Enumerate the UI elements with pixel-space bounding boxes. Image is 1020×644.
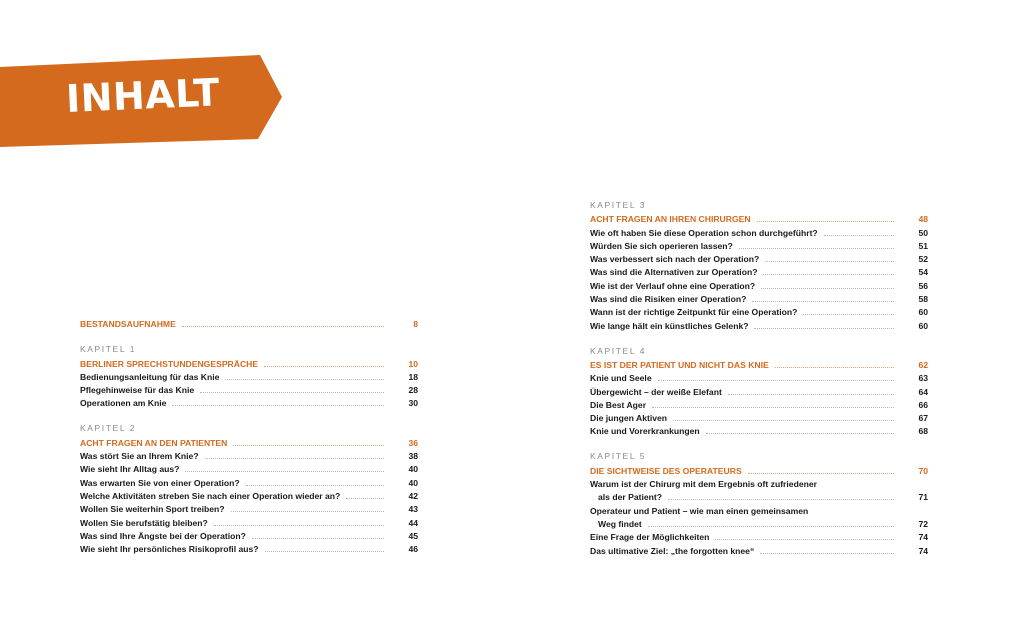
toc-entry[interactable]	[80, 489, 418, 502]
toc-entry-title: Was stört Sie an Ihrem Knie?	[80, 451, 199, 462]
chapter-label: KAPITEL 1	[80, 344, 137, 355]
chapter-label: KAPITEL 4	[590, 345, 647, 356]
toc-page-number: 36	[408, 437, 418, 448]
toc-entry[interactable]	[80, 370, 418, 383]
toc-entry-title: Übergewicht – der weiße Elefant	[590, 386, 722, 397]
dot-leader	[231, 511, 384, 512]
toc-page-number: 71	[918, 492, 928, 503]
toc-page-number: 45	[408, 530, 418, 541]
toc-entry-title: Pflegehinweise für das Knie	[80, 385, 195, 396]
toc-page-number: 18	[408, 371, 418, 382]
toc-entry[interactable]	[80, 515, 418, 528]
dot-leader	[775, 367, 894, 368]
toc-page-number: 68	[918, 426, 928, 437]
dot-leader	[668, 499, 894, 500]
dot-leader	[754, 328, 894, 329]
toc-page-number: 64	[918, 386, 928, 397]
toc-page-number: 74	[918, 545, 928, 556]
dot-leader	[225, 379, 384, 380]
toc-entry-title: Die Best Ager	[590, 399, 647, 410]
dot-leader	[246, 485, 384, 486]
toc-entry-title: Wie ist der Verlauf ohne eine Operation?	[590, 280, 756, 291]
toc-page-number: 60	[918, 307, 928, 318]
toc-page-number: 74	[918, 532, 928, 543]
dot-leader	[182, 326, 384, 327]
toc-entry[interactable]	[80, 449, 418, 462]
chapter-label: KAPITEL 3	[590, 200, 647, 210]
toc-chapter-row[interactable]	[590, 212, 928, 225]
toc-page-number: 60	[918, 320, 928, 331]
dot-leader	[673, 420, 894, 421]
toc-page-number: 72	[918, 518, 928, 529]
toc-entry-title: Was sind die Alternativen zur Operation?	[590, 267, 758, 278]
toc-page-number: 8	[413, 319, 418, 330]
dot-leader	[739, 248, 894, 249]
toc-chapter-title: DIE SICHTWEISE DES OPERATEURS	[590, 465, 742, 476]
toc-entry[interactable]	[590, 371, 928, 384]
dot-leader	[185, 471, 384, 472]
dot-leader	[752, 301, 894, 302]
toc-entry-title: Warum ist der Chirurg mit dem Ergebnis oft zufriedener	[590, 479, 817, 490]
toc-page-number: 50	[918, 227, 928, 238]
dot-leader	[214, 525, 384, 526]
toc-entry[interactable]	[80, 475, 418, 488]
dot-leader	[205, 458, 384, 459]
toc-entry[interactable]	[590, 517, 928, 530]
toc-entry-title: Bedienungsanleitung für das Knie	[80, 371, 220, 382]
dot-leader	[172, 405, 384, 406]
toc-entry[interactable]	[80, 542, 418, 555]
toc-entry[interactable]	[590, 239, 928, 252]
dot-leader	[252, 538, 384, 539]
toc-entry[interactable]	[590, 398, 928, 411]
toc-chapter-title: ACHT FRAGEN AN DEN PATIENTEN	[80, 437, 228, 448]
toc-page-number: 62	[918, 359, 928, 370]
chapter-label: KAPITEL 2	[80, 423, 137, 434]
toc-left-column	[80, 317, 418, 555]
toc-entry[interactable]	[590, 225, 928, 238]
toc-entry-title: Wann ist der richtige Zeitpunkt für eine Operation?	[590, 307, 798, 318]
toc-entry[interactable]	[590, 292, 928, 305]
toc-entry[interactable]	[590, 490, 928, 503]
toc-entry[interactable]	[590, 530, 928, 543]
toc-entry-title: Was erwarten Sie von einer Operation?	[80, 477, 240, 488]
toc-page-number: 44	[408, 517, 418, 528]
toc-entry-title: Knie und Vorerkrankungen	[590, 426, 700, 437]
dot-leader	[233, 445, 384, 446]
toc-page-number: 28	[408, 385, 418, 396]
toc-entry[interactable]	[590, 384, 928, 397]
toc-entry-title: Eine Frage der Möglichkeiten	[590, 532, 710, 543]
toc-entry-line[interactable]	[590, 477, 928, 490]
toc-entry[interactable]	[590, 411, 928, 424]
dot-leader	[763, 274, 894, 275]
toc-page-number: 46	[408, 544, 418, 555]
dot-leader	[803, 314, 894, 315]
toc-chapter-title: BERLINER SPRECHSTUNDENGESPRÄCHE	[80, 358, 259, 369]
toc-entry[interactable]	[80, 462, 418, 475]
toc-chapter-row[interactable]	[80, 356, 418, 369]
toc-page-number: 54	[918, 267, 928, 278]
toc-page-number: 38	[408, 451, 418, 462]
toc-entry[interactable]	[80, 502, 418, 515]
toc-entry[interactable]	[590, 265, 928, 278]
page-title: INHALT	[65, 70, 221, 121]
dot-leader	[757, 221, 894, 222]
toc-chapter-title: BESTANDSAUFNAHME	[80, 319, 176, 330]
toc-entry-title: Was sind die Risiken einer Operation?	[590, 294, 747, 305]
dot-leader	[715, 539, 894, 540]
dot-leader	[200, 392, 384, 393]
toc-entry-title-continued: als der Patient?	[598, 492, 662, 503]
dot-leader	[652, 407, 894, 408]
toc-entry[interactable]	[590, 252, 928, 265]
toc-entry-title-continued: Weg findet	[598, 518, 642, 529]
dot-leader	[658, 380, 894, 381]
dot-leader	[760, 553, 894, 554]
toc-chapter-title: ACHT FRAGEN AN IHREN CHIRURGEN	[590, 214, 751, 225]
toc-page-number: 67	[918, 413, 928, 424]
toc-entry[interactable]	[590, 305, 928, 318]
toc-page-number: 40	[408, 477, 418, 488]
toc-entry-title: Operationen am Knie	[80, 398, 167, 409]
toc-entry-title: Welche Aktivitäten streben Sie nach einer Operation wieder an?	[80, 490, 341, 501]
dot-leader	[824, 235, 894, 236]
toc-entry-title: Knie und Seele	[590, 373, 652, 384]
toc-entry[interactable]	[80, 396, 418, 409]
toc-page-number: 43	[408, 504, 418, 515]
toc-entry-title: Wie sieht Ihr Alltag aus?	[80, 464, 180, 475]
toc-chapter-row[interactable]	[80, 435, 418, 448]
toc-chapter-row[interactable]	[590, 358, 928, 371]
toc-page-number: 56	[918, 280, 928, 291]
dot-leader	[648, 526, 894, 527]
toc-page-number: 42	[408, 490, 418, 501]
dot-leader	[765, 261, 894, 262]
toc-page-number: 58	[918, 294, 928, 305]
toc-chapter-row[interactable]	[590, 463, 928, 476]
dot-leader	[728, 394, 894, 395]
toc-right-column	[590, 199, 928, 557]
dot-leader	[761, 288, 894, 289]
toc-page-number: 10	[408, 358, 418, 369]
chapter-label: KAPITEL 5	[590, 451, 647, 462]
toc-entry[interactable]	[590, 543, 928, 556]
toc-entry-title: Würden Sie sich operieren lassen?	[590, 240, 733, 251]
dot-leader	[346, 498, 384, 499]
toc-page-number: 52	[918, 254, 928, 265]
toc-entry-title: Die jungen Aktiven	[590, 413, 668, 424]
toc-chapter-title: ES IST DER PATIENT UND NICHT DAS KNIE	[590, 359, 769, 370]
toc-entry-title: Wie lange hält ein künstliches Gelenk?	[590, 320, 749, 331]
dot-leader	[264, 366, 384, 367]
toc-entry[interactable]	[80, 529, 418, 542]
toc-entry[interactable]	[80, 383, 418, 396]
toc-entry-title: Wollen Sie berufstätig bleiben?	[80, 517, 208, 528]
toc-page-number: 63	[918, 373, 928, 384]
toc-entry-title: Wie sieht Ihr persönliches Risikoprofil aus?	[80, 544, 259, 555]
toc-page-number: 40	[408, 464, 418, 475]
toc-entry-title: Wollen Sie weiterhin Sport treiben?	[80, 504, 225, 515]
dot-leader	[706, 433, 894, 434]
toc-entry-title: Was sind Ihre Ängste bei der Operation?	[80, 530, 246, 541]
toc-entry-title: Was verbessert sich nach der Operation?	[590, 254, 760, 265]
toc-page-number: 51	[918, 240, 928, 251]
toc-page-number: 30	[408, 398, 418, 409]
toc-entry-title: Das ultimative Ziel: „the forgotten knee“	[590, 545, 755, 556]
toc-chapter-row[interactable]	[80, 317, 418, 330]
toc-page-number: 66	[918, 399, 928, 410]
toc-entry-title: Operateur und Patient – wie man einen gemeinsamen	[590, 505, 809, 516]
toc-page-number: 70	[918, 465, 928, 476]
toc-page-number: 48	[918, 214, 928, 225]
toc-entry-line[interactable]	[590, 503, 928, 516]
toc-entry[interactable]	[590, 318, 928, 331]
dot-leader	[748, 473, 894, 474]
toc-entry-title: Wie oft haben Sie diese Operation schon durchgeführt?	[590, 227, 818, 238]
dot-leader	[265, 551, 384, 552]
toc-entry[interactable]	[590, 424, 928, 437]
toc-entry[interactable]	[590, 278, 928, 291]
